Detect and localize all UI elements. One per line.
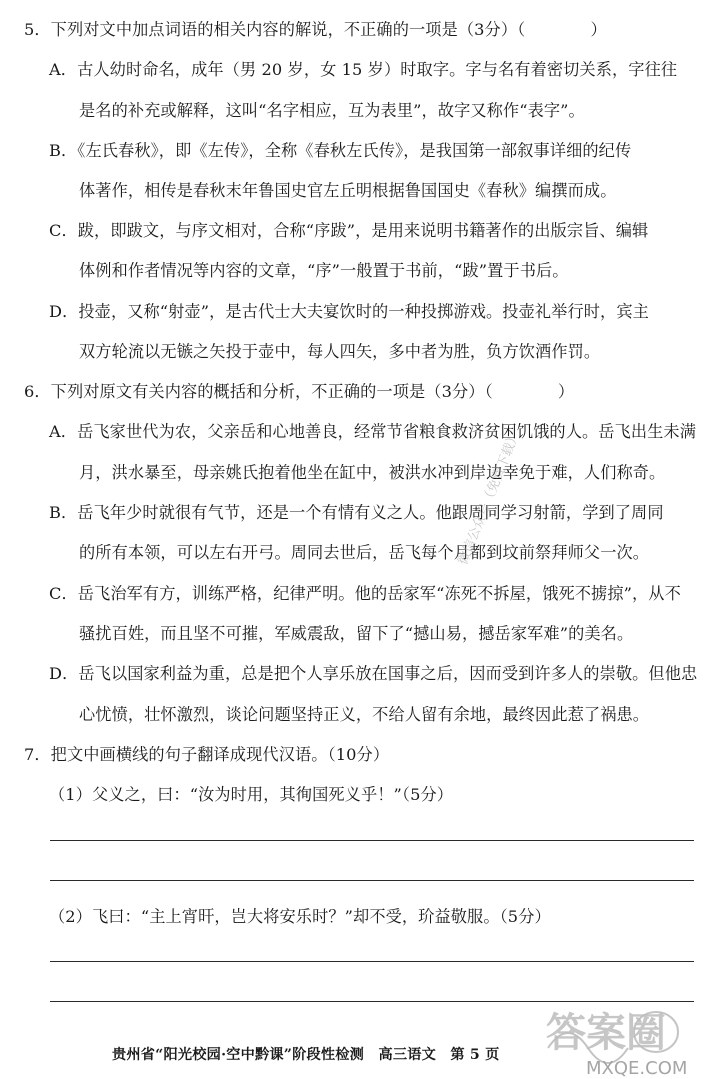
q7-sentence-1: （1）父义之，曰：“汝为时用，其徇国死义乎！”（5分） [49,785,454,804]
q6-stem: 6．下列对原文有关内容的概括和分析，不正确的一项是（3分）（ ） [24,382,575,401]
q6-option-a-line2: 月，洪水暴至，母亲姚氏抱着他坐在缸中，被洪水冲到岸边幸免于难，人们称奇。 [79,463,666,482]
q7-stem: 7．把文中画横线的句子翻译成现代汉语。（10分） [24,745,390,764]
q5-option-a-line2: 是名的补充或解释，这叫“名字相应，互为表里”，故字又称作“表字”。 [79,101,585,120]
site-logo-stamp [538,988,713,1079]
q7-sentence-2: （2）飞曰：“主上宵旰，岂大将安乐时？”却不受，玠益敬服。（5分） [49,907,551,926]
q5-option-d-line2: 双方轮流以无镞之矢投于壶中，每人四矢，多中者为胜，负方饮酒作罚。 [79,342,601,361]
q5-option-a-line1: A．古人幼时命名，成年（男 20 岁，女 15 岁）时取字。字与名有着密切关系，字往往 [49,60,678,79]
answer-line-1 [50,840,694,841]
q6-option-c-line1: C．岳飞治军有方，训练严格，纪律严明。他的岳家军“冻死不拆屋，饿死不掳掠”，从不 [49,584,681,603]
q5-option-c-line2: 体例和作者情况等内容的文章，“序”一般置于书前，“跋”置于书后。 [79,261,569,280]
q6-option-d-line2: 心忧愤，壮怀激烈，谈论问题坚持正义，不给人留有余地，最终因此惹了祸患。 [79,705,650,724]
q5-option-d-line1: D．投壶，又称“射壶”，是古代士大夫宴饮时的一种投掷游戏。投壶礼举行时，宾主 [49,302,649,321]
stamp-text: 答案圈 [546,1009,666,1056]
watermark-text: 微信公众号（免费下载） [455,428,524,568]
q5-option-c-line1: C．跋，即跋文，与序文相对，合称“序跋”，是用来说明书籍著作的出版宗旨、编辑 [49,221,649,240]
q6-option-b-line1: B．岳飞年少时就很有气节，还是一个有情有义之人。他跟周同学习射箭，学到了周同 [49,503,664,522]
stamp-url: MXQE.COM [586,1058,688,1079]
answer-line-2 [50,880,694,881]
q6-option-a-line1: A．岳飞家世代为农，父亲岳和心地善良，经常节省粮食救济贫困饥饿的人。岳飞出生未满 [49,422,696,441]
q5-stem: 5．下列对文中加点词语的相关内容的解说，不正确的一项是（3分）（ ） [24,20,607,39]
q5-option-b-line1: B．《左氏春秋》，即《左传》，全称《春秋左氏传》，是我国第一部叙事详细的纪传 [49,141,632,160]
page-footer: 贵州省“阳光校园·空中黔课”阶段性检测 高三语文 第 5 页 [112,1047,500,1063]
answer-line-3 [50,961,694,962]
q6-option-b-line2: 的所有本领，可以左右开弓。周同去世后，岳飞每个月都到坟前祭拜师父一次。 [79,543,650,562]
q6-option-c-line2: 骚扰百姓，而且坚不可摧，军威震敌，留下了“撼山易，撼岳家军难”的美名。 [79,624,634,643]
q6-option-d-line1: D．岳飞以国家利益为重，总是把个人享乐放在国事之后，因而受到许多人的崇敬。但他忠 [49,664,698,683]
q5-option-b-line2: 体著作，相传是春秋末年鲁国史官左丘明根据鲁国国史《春秋》编撰而成。 [79,181,617,200]
